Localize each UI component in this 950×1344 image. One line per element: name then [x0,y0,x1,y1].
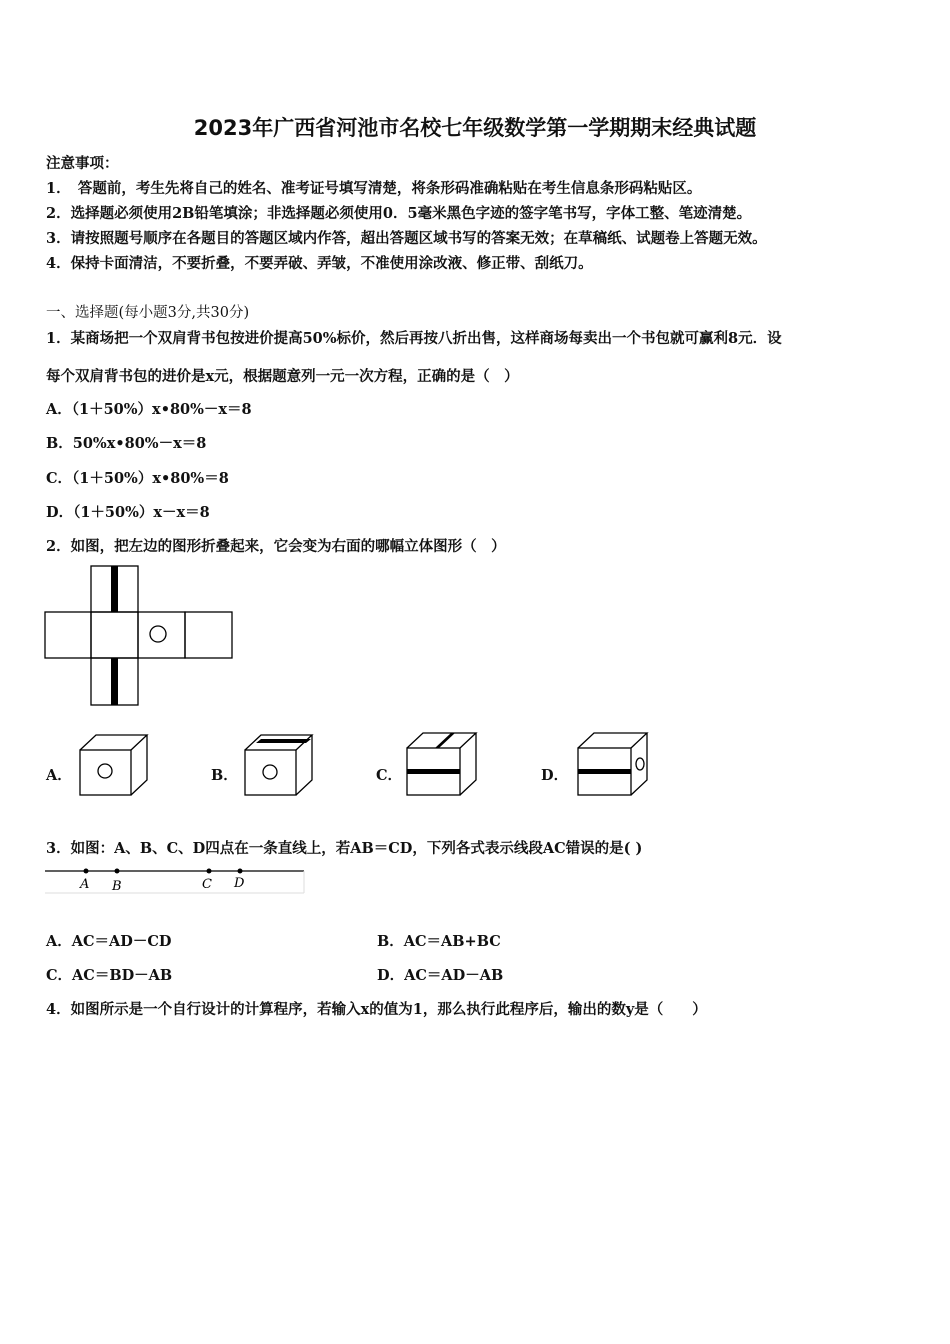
q2-stem: 2．如图，把左边的图形折叠起来，它会变为右面的哪幅立体图形（ ） [46,538,506,555]
q3-option-b: B．AC＝AB+BC [377,933,501,950]
q1-option-d: D．（1＋50%）x－x＝8 [46,504,210,521]
line-figure [44,862,306,896]
section-heading: 一、选择题(每小题3分,共30分) [46,305,250,321]
q2-option-a-label: A． [46,767,72,784]
notice-item-1: 1． 答题前，考生先将自己的姓名、准考证号填写清楚，将条形码准确粘贴在考生信息条形码粘贴区。 [46,180,702,197]
cube-option-d [576,731,650,797]
point-c-label: C [202,877,212,892]
notice-item-3: 3．请按照题号顺序在各题目的答题区域内作答，超出答题区域书写的答案无效；在草稿纸、试题卷上答题无效。 [46,230,767,247]
q1-option-a: A．（1＋50%）x•80%－x＝8 [46,401,252,418]
point-b-label: B [112,879,122,894]
q2-option-b-label: B． [211,767,238,784]
point-c [207,869,212,874]
notice-item-2: 2．选择题必须使用2B铅笔填涂；非选择题必须使用0．5毫米黑色字迹的签字笔书写，字体工整、笔迹清楚。 [46,205,752,222]
q3-option-c: C．AC＝BD－AB [46,967,173,984]
q1-stem-line1: 1．某商场把一个双肩背书包按进价提高50%标价，然后再按八折出售，这样商场每卖出一个书包就可赢利8元．设 [46,330,782,347]
point-b [115,869,120,874]
q2-option-d-label: D． [541,767,569,784]
point-a-label: A [80,877,90,892]
q3-option-d: D．AC＝AD－AB [377,967,504,984]
q1-option-b: B．50%x•80%－x＝8 [46,435,207,452]
cube-option-c [405,731,479,797]
cube-option-b [243,733,315,797]
cube-net-figure [44,565,236,707]
point-d-label: D [234,876,245,891]
q1-stem-line2: 每个双肩背书包的进价是x元，根据题意列一元一次方程，正确的是（ ） [46,368,519,385]
q3-option-a: A．AC＝AD－CD [46,933,172,950]
notice-heading: 注意事项： [46,155,119,172]
cube-option-a [78,733,150,797]
q1-option-c: C．（1＋50%）x•80%＝8 [46,470,229,487]
point-a [84,869,89,874]
q2-option-c-label: C． [376,767,403,784]
notice-item-4: 4．保持卡面清洁，不要折叠，不要弄破、弄皱，不准使用涂改液、修正带、刮纸刀。 [46,255,593,272]
point-d [238,869,243,874]
q3-stem: 3．如图：A、B、C、D四点在一条直线上，若AB＝CD，下列各式表示线段AC错误的是( ) [46,840,643,857]
page-title: 2023年广西省河池市名校七年级数学第一学期期末经典试题 [193,116,757,140]
q4-stem: 4．如图所示是一个自行设计的计算程序，若输入x的值为1，那么执行此程序后，输出的数y是（ ） [46,1001,707,1018]
